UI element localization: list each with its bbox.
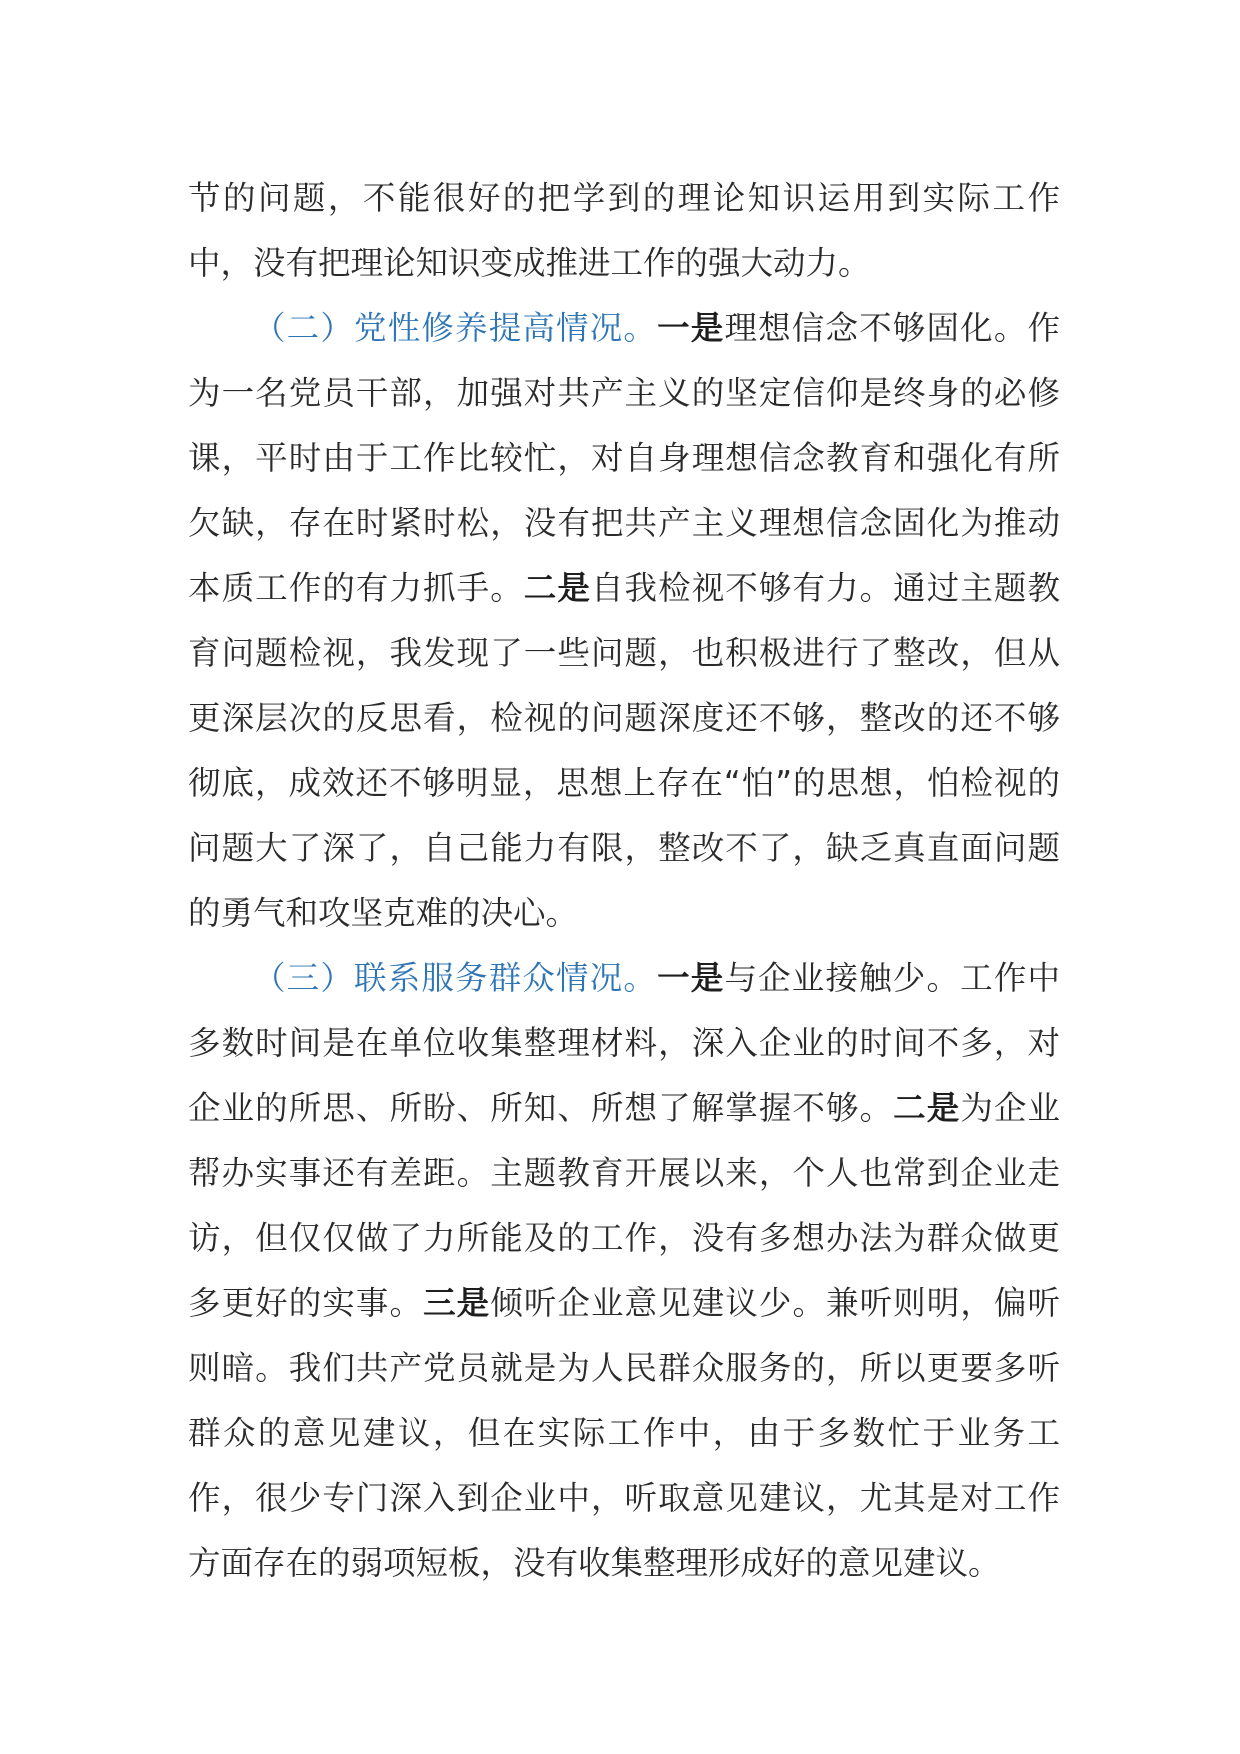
section-3-lead-3: 三是	[423, 1284, 491, 1322]
section-2-lead-1: 一是	[657, 309, 725, 347]
continuation-text: 节的问题，不能很好的把学到的理论知识运用到实际工作中，没有把理论知识变成推进工作的强大动力。	[188, 179, 1060, 282]
paragraph-section-2	[188, 296, 1060, 946]
section-2-heading: （二）党性修养提高情况。	[253, 309, 658, 347]
section-2-lead-2: 二是	[523, 569, 591, 607]
document-body	[188, 166, 1060, 1596]
section-3-lead-1: 一是	[657, 959, 725, 997]
paragraph-section-3	[188, 946, 1060, 1596]
section-2-text-2: 自我检视不够有力。通过主题教育问题检视，我发现了一些问题，也积极进行了整改，但从更深层次的反思看，检视的问题深度还不够，整改的还不够彻底，成效还不够明显，思想上存在“怕”的思想，怕检视的问题大了深了，自己能力有限，整改不了，缺乏真直面问题的勇气和攻坚克难的决心。	[188, 569, 1060, 932]
section-3-text-2: 为企业帮办实事还有差距。主题教育开展以来，个人也常到企业走访，但仅仅做了力所能及的工作，没有多想办法为群众做更多更好的实事。	[188, 1089, 1060, 1322]
paragraph-continuation	[188, 166, 1060, 296]
section-3-lead-2: 二是	[893, 1089, 961, 1127]
section-2-text-1: 理想信念不够固化。作为一名党员干部，加强对共产主义的坚定信仰是终身的必修课，平时由于工作比较忙，对自身理想信念教育和强化有所欠缺，存在时紧时松，没有把共产主义理想信念固化为推动本质工作的有力抓手。	[188, 309, 1060, 607]
section-3-text-3: 倾听企业意见建议少。兼听则明，偏听则暗。我们共产党员就是为人民群众服务的，所以更要多听群众的意见建议，但在实际工作中，由于多数忙于业务工作，很少专门深入到企业中，听取意见建议，尤其是对工作方面存在的弱项短板，没有收集整理形成好的意见建议。	[188, 1284, 1060, 1582]
section-3-text-1: 与企业接触少。工作中多数时间是在单位收集整理材料，深入企业的时间不多，对企业的所思、所盼、所知、所想了解掌握不够。	[188, 959, 1060, 1127]
section-3-heading: （三）联系服务群众情况。	[253, 959, 658, 997]
